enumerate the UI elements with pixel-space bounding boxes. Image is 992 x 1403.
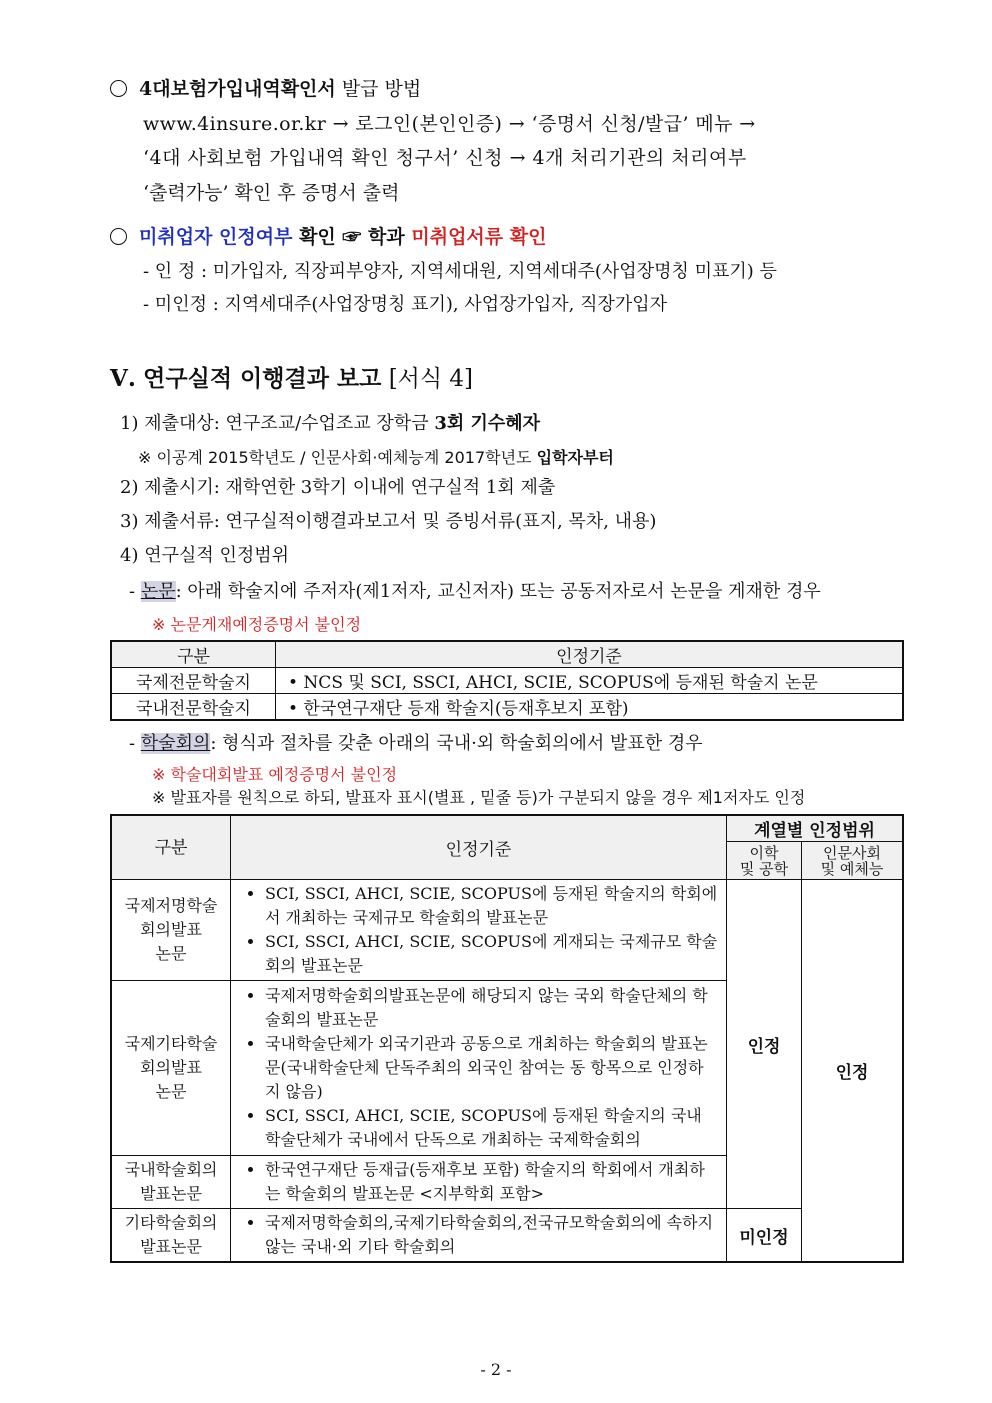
row-criteria bbox=[231, 981, 727, 1156]
paper-line: - 논문: 아래 학술지에 주저자(제1저자, 교신저자) 또는 공동저자로서 논문을 게재한 경우 bbox=[129, 581, 821, 602]
row-category bbox=[111, 1156, 231, 1209]
row-criteria bbox=[231, 1209, 727, 1263]
criteria-item: • SCI, SSCI, AHCI, SCIE, SCOPUS에 게재되는 국제규모 학술회의 발표논문 bbox=[265, 930, 718, 978]
insurance-heading-line bbox=[110, 78, 421, 101]
circle-bullet-icon bbox=[110, 228, 127, 245]
section-title: 연구실적 이행결과 보고 bbox=[143, 365, 382, 392]
table-row bbox=[111, 1209, 903, 1263]
item-1-prefix: 1) 제출대상: 연구조교/수업조교 장학금 bbox=[120, 413, 429, 434]
unemployed-rejected: - 미인정 : 지역세대주(사업장명칭 표기), 사업장가입자, 직장가입자 bbox=[143, 294, 668, 315]
row-criteria bbox=[231, 880, 727, 981]
table-cell: 국제전문학술지 bbox=[111, 668, 276, 694]
table-header-row bbox=[111, 641, 903, 668]
item-4: 4) 연구실적 인정범위 bbox=[120, 545, 290, 566]
item-1 bbox=[120, 413, 540, 435]
column-header: 구분 bbox=[111, 815, 231, 880]
category-line: 회의발표 bbox=[140, 920, 202, 939]
paper-note: ※ 논문게재예정증명서 불인정 bbox=[152, 615, 362, 634]
section-form: [서식 4] bbox=[388, 366, 474, 392]
row-category bbox=[111, 1209, 231, 1263]
header-line: 인문사회 bbox=[823, 843, 881, 862]
table-cell: • NCS 및 SCI, SSCI, AHCI, SCIE, SCOPUS에 등재된 학술지 논문 bbox=[276, 668, 904, 694]
criteria-item: • SCI, SSCI, AHCI, SCIE, SCOPUS에 등재된 학술지의 국내 학술단체가 국내에서 단독으로 개최하는 국제학술회의 bbox=[265, 1104, 718, 1152]
circle-bullet-icon bbox=[110, 80, 127, 97]
unemployed-status-label: 미취업자 인정여부 bbox=[139, 226, 293, 248]
section-numeral: Ⅴ. bbox=[110, 365, 136, 392]
category-line: 기타학술회의 bbox=[124, 1213, 218, 1232]
insurance-heading: 4대보험가입내역확인서 bbox=[139, 78, 336, 100]
header-line: 및 예체능 bbox=[820, 859, 884, 878]
category-line: 회의발표 bbox=[140, 1058, 202, 1077]
row-category bbox=[111, 981, 231, 1156]
item-3: 3) 제출서류: 연구실적이행결과보고서 및 증빙서류(표지, 목차, 내용) bbox=[120, 511, 657, 532]
item-1-bold: 3회 기수혜자 bbox=[434, 413, 541, 434]
item-2: 2) 제출시기: 재학연한 3학기 이내에 연구실적 1회 제출 bbox=[120, 477, 556, 498]
result-science-approved: 인정 bbox=[727, 880, 802, 1209]
unemployed-docs-label: 미취업서류 확인 bbox=[411, 226, 547, 248]
note-1 bbox=[138, 448, 614, 467]
insurance-line-1: www.4insure.or.kr → 로그인(본인인증) → ‘증명서 신청/발급’ 메뉴 → bbox=[143, 113, 756, 135]
table-header-row bbox=[111, 815, 903, 842]
column-header: 계열별 인정범위 bbox=[727, 815, 904, 842]
criteria-item: • 국내학술단체가 외국기관과 공동으로 개최하는 학술회의 발표논문(국내학술단체 단독주최의 외국인 참여는 동 항목으로 인정하지 않음) bbox=[265, 1032, 718, 1104]
category-line: 논문 bbox=[155, 944, 187, 963]
page-number: - 2 - bbox=[480, 1360, 512, 1379]
header-line: 및 공학 bbox=[739, 859, 789, 878]
conference-table bbox=[110, 814, 904, 1263]
unemployed-approved: - 인 정 : 미가입자, 직장피부양자, 지역세대원, 지역세대주(사업장명칭 미표기) 등 bbox=[143, 261, 777, 282]
table-row bbox=[111, 668, 903, 694]
category-line: 국제저명학술 bbox=[124, 896, 218, 915]
criteria-item: • 한국연구재단 등재급(등재후보 포함) 학술지의 학회에서 개최하는 학술회의 발표논문 <지부학회 포함> bbox=[265, 1158, 718, 1206]
column-header-humanities bbox=[802, 842, 904, 880]
result-science-rejected: 미인정 bbox=[727, 1209, 802, 1263]
unemployed-check-text: 확인 ☞ 학과 bbox=[299, 226, 405, 248]
conf-label: 학술회의 bbox=[140, 733, 211, 754]
category-line: 국내학술회의 bbox=[124, 1160, 218, 1179]
category-line: 국제기타학술 bbox=[124, 1034, 218, 1053]
column-header: 인정기준 bbox=[231, 815, 727, 880]
insurance-line-2: ‘4대 사회보험 가입내역 확인 청구서’ 신청 → 4개 처리기관의 처리여부 bbox=[143, 147, 747, 169]
row-criteria bbox=[231, 1156, 727, 1209]
insurance-heading-rest: 발급 방법 bbox=[341, 78, 422, 100]
header-line: 이학 bbox=[749, 843, 779, 862]
criteria-item: • 국제저명학술회의발표논문에 해당되지 않는 국외 학술단체의 학술회의 발표논문 bbox=[265, 984, 718, 1032]
column-header-science bbox=[727, 842, 802, 880]
category-line: 발표논문 bbox=[140, 1237, 202, 1256]
paper-text: : 아래 학술지에 주저자(제1저자, 교신저자) 또는 공동저자로서 논문을 게재한 경우 bbox=[175, 581, 821, 602]
journal-table bbox=[110, 640, 904, 721]
conf-note-2: ※ 발표자를 원칙으로 하되, 발표자 표시(별표 , 밑줄 등)가 구분되지 않을 경우 제1저자도 인정 bbox=[152, 788, 806, 807]
note-1-prefix: ※ 이공계 2015학년도 / 인문사회·예체능계 2017학년도 bbox=[138, 448, 532, 467]
category-line: 발표논문 bbox=[140, 1184, 202, 1203]
criteria-item: • SCI, SSCI, AHCI, SCIE, SCOPUS에 등재된 학술지의 학회에서 개최하는 국제규모 학술회의 발표논문 bbox=[265, 882, 718, 930]
conf-text: : 형식과 절차를 갖춘 아래의 국내·외 학술회의에서 발표한 경우 bbox=[210, 733, 703, 754]
category-line: 논문 bbox=[155, 1082, 187, 1101]
criteria-item: • 국제저명학술회의,국제기타학술회의,전국규모학술회의에 속하지 않는 국내·외 기타 학술회의 bbox=[265, 1211, 718, 1259]
column-header: 인정기준 bbox=[276, 641, 904, 668]
note-1-bold: 입학자부터 bbox=[536, 448, 614, 467]
paper-label: 논문 bbox=[140, 581, 176, 602]
insurance-line-3: ‘출력가능’ 확인 후 증명서 출력 bbox=[143, 182, 400, 204]
section-heading bbox=[110, 365, 473, 394]
row-category bbox=[111, 880, 231, 981]
conf-note-1: ※ 학술대회발표 예정증명서 불인정 bbox=[152, 765, 398, 784]
column-header: 구분 bbox=[111, 641, 276, 668]
conf-line: - 학술회의: 형식과 절차를 갖춘 아래의 국내·외 학술회의에서 발표한 경우 bbox=[129, 733, 703, 754]
result-humanities: 인정 bbox=[802, 880, 904, 1263]
unemployed-heading-line bbox=[110, 226, 546, 249]
table-cell: • 한국연구재단 등재 학술지(등재후보지 포함) bbox=[276, 694, 904, 721]
table-cell: 국내전문학술지 bbox=[111, 694, 276, 721]
table-row bbox=[111, 880, 903, 981]
table-row bbox=[111, 694, 903, 721]
